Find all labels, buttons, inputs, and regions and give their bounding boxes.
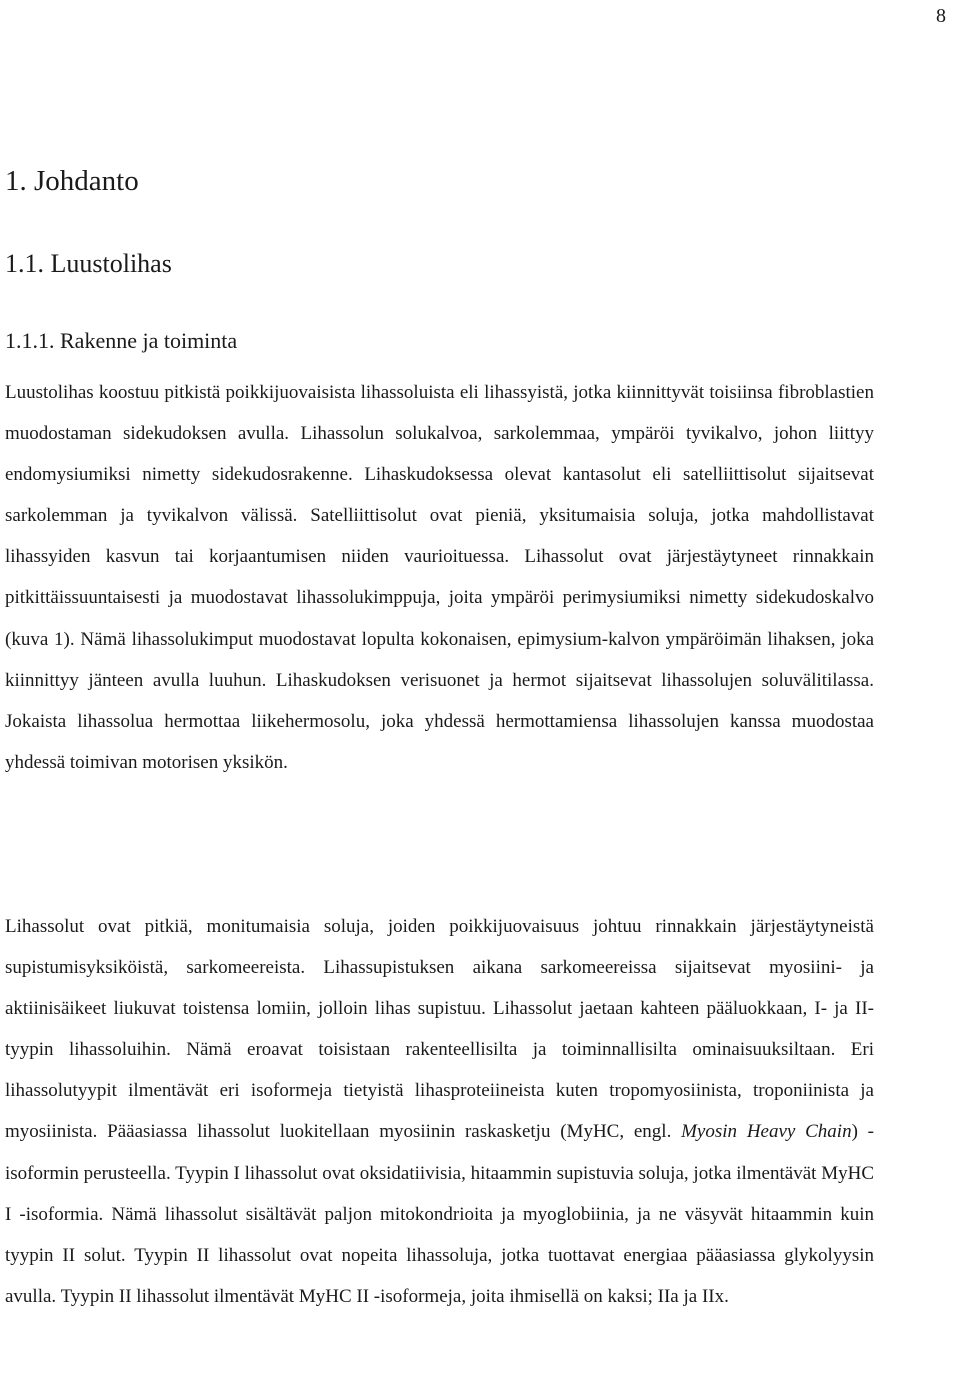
paragraph-structure: Luustolihas koostuu pitkistä poikkijuovaisista lihassoluista eli lihassyistä, jotka kiinnittyvät toisiinsa fibroblastien muodostaman sidekudoksen avulla. Lihassolun solukalvoa, sarkolemmaa, ympäröi tyvikalvo, johon liittyy endomysiumiksi nimetty sidekudosrakenne. Lihaskudoksessa olevat kantasolut eli satelliittisolut sijaitsevat sarkolemman ja tyvikalvon välissä. Satelliittisolut ovat pieniä, yksitumaisia soluja, jotka mahdollistavat lihassyiden kasvun tai korjaantumisen niiden vaurioituessa. Lihassolut ovat järjestäytyneet rinnakkain pitkittäissuuntaisesti ja muodostavat lihassolukimppuja, joita ympäröi perimysiumiksi nimetty sidekudoskalvo (kuva 1). Nämä lihassolukimput muodostavat lopulta kokonaisen, epimysium-kalvon ympäröimän lihaksen, joka kiinnittyy jänteen avulla luuhun. Lihaskudoksen verisuonet ja hermot sijaitsevat lihassolujen soluvälitilassa. Jokaista lihassolua hermottaa liikehermosolu, joka yhdessä hermottamiensa lihassolujen kanssa muodostaa yhdessä toimivan motorisen yksikön. <box>5 382 874 773</box>
paragraph-fiber-types <box>5 906 874 1317</box>
section-heading: 1.1. Luustolihas <box>5 249 172 278</box>
page-number: 8 <box>936 5 946 27</box>
italic-term: Myosin Heavy Chain <box>681 1121 852 1143</box>
paragraph-text-start: Lihassolut ovat pitkiä, monitumaisia soluja, joiden poikkijuovaisuus johtuu rinnakkain järjestäytyneistä supistumisyksiköistä, sarkomeereista. Lihassupistuksen aikana sarkomeereissa sijaitsevat myosiini- ja aktiinisäikeet liukuvat toistensa lomiin, jolloin lihas supistuu. Lihassolut jaetaan kahteen pääluokkaan, I- ja II-tyypin lihassoluihin. Nämä eroavat toisistaan rakenteellisilta ja toiminnallisilta ominaisuuksiltaan. Eri lihassolutyypit ilmentävät eri isoformeja tietyistä lihasproteiineista kuten tropomyosiinista, troponiinista ja myosiinista. Pääasiassa lihassolut luokitellaan myosiinin raskasketju (MyHC, engl. <box>5 916 874 1143</box>
subsection-heading: 1.1.1. Rakenne ja toiminta <box>5 328 238 353</box>
chapter-heading: 1. Johdanto <box>5 165 139 197</box>
paragraph-text-end: ) -isoformin perusteella. Tyypin I lihassolut ovat oksidatiivisia, hitaammin supistuvia soluja, jotka ilmentävät MyHC I -isoformia. Nämä lihassolut sisältävät paljon mitokondrioita ja myoglobiinia, ja ne väsyvät hitaammin kuin tyypin II solut. Tyypin II lihassolut ovat nopeita lihassoluja, jotka tuottavat energiaa pääasiassa glykolyysin avulla. Tyypin II lihassolut ilmentävät MyHC II -isoformeja, joita ihmisellä on kaksi; IIa ja IIx. <box>5 1121 875 1307</box>
